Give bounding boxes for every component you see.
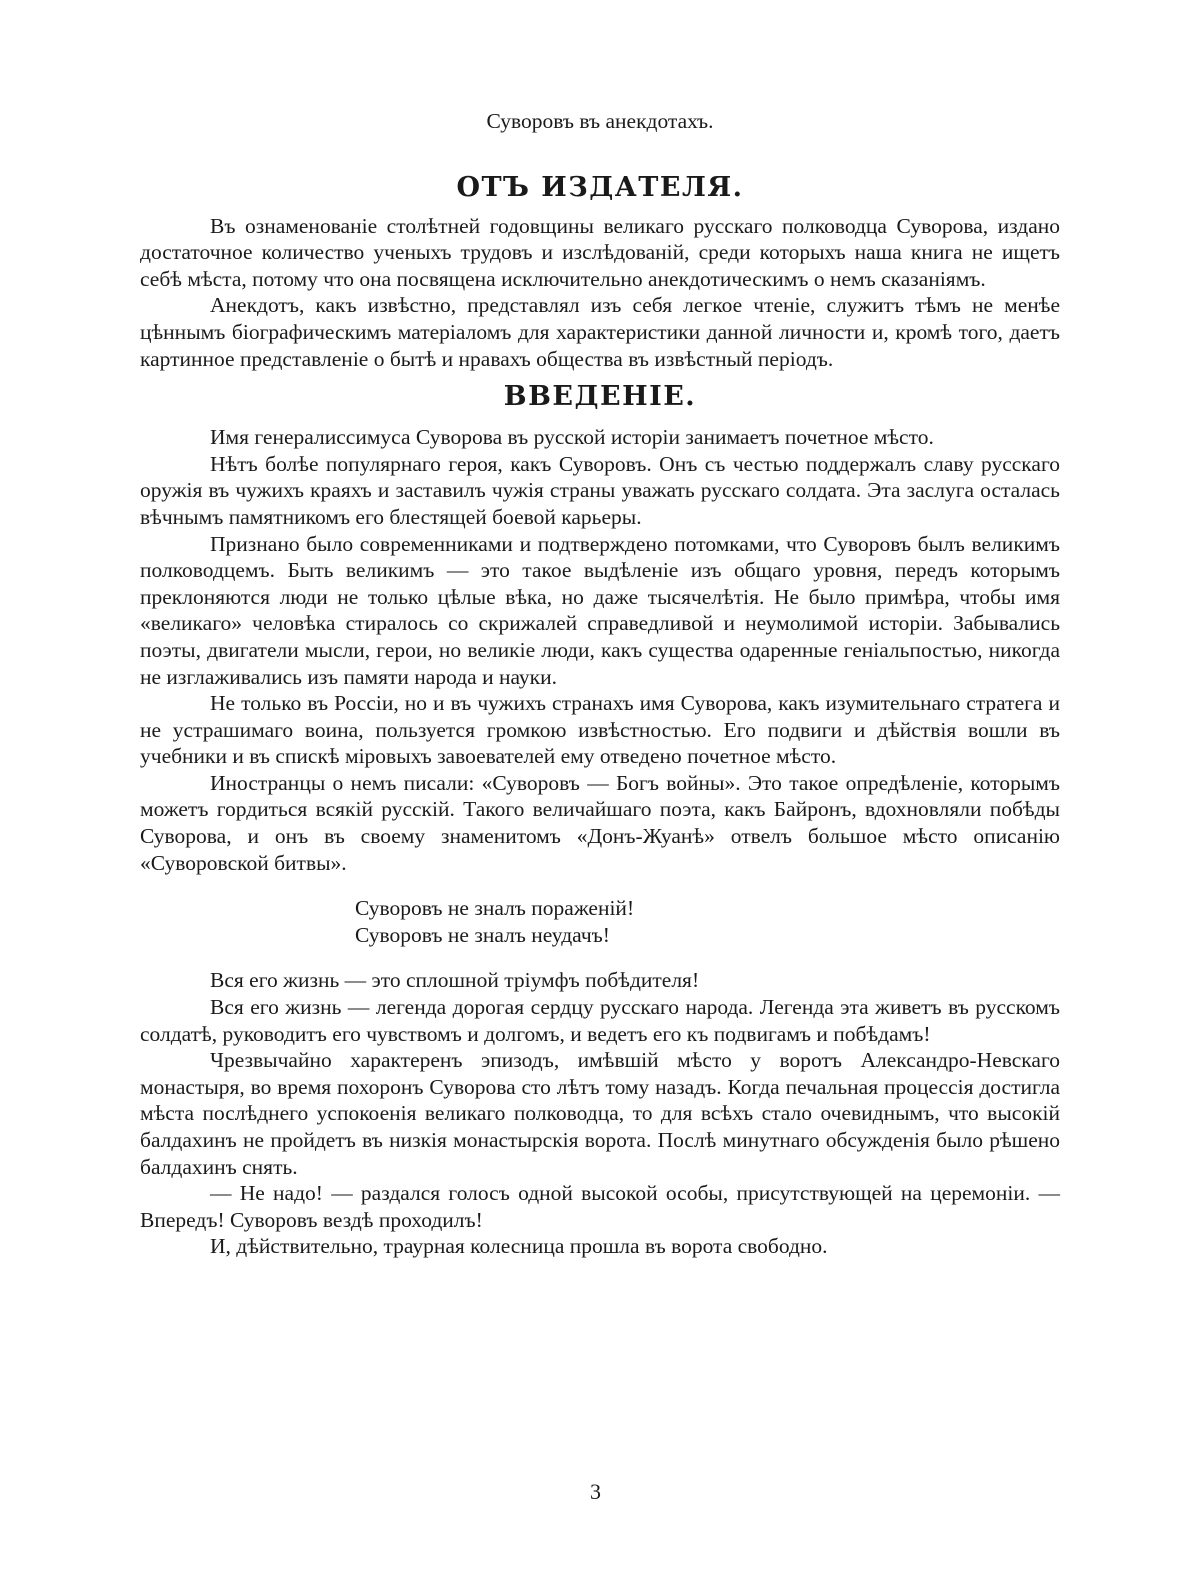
paragraph: И, дѣйствительно, траурная колесница прошла въ ворота свободно. [210,1234,828,1259]
page-body [140,108,1060,1260]
verse-block [355,895,1060,948]
paragraph: Иностранцы о немъ писали: «Суворовъ — Богъ войны». Это такое опредѣленіе, которымъ можетъ гордиться всякій русскій. Такого величайшаго поэта, какъ Байронъ, вдохновляли побѣды Суворова, и онъ въ своему знаменитомъ «Донъ-Жуанѣ» отвелъ большое мѣсто описанію «Суворовской битвы». [140,770,1060,875]
section-heading-publisher: ОТЪ ИЗДАТЕЛЯ. [456,171,744,203]
verse-line: Суворовъ не зналъ неудачъ! [355,922,610,947]
paragraph: Въ ознаменованіе столѣтней годовщины великаго русскаго полководца Суворова, издано достаточное количество ученыхъ трудовъ и изслѣдованій, среди которыхъ наша книга не ищетъ себѣ мѣста, потому что она посвящена исключительно анекдотическимъ о немъ сказаніямъ. [140,213,1060,291]
running-head: Суворовъ въ анекдотахъ. [486,109,714,133]
verse-line: Суворовъ не зналъ пораженій! [355,896,635,921]
paragraph: Чрезвычайно характеренъ эпизодъ, имѣвшій мѣсто у воротъ Александро-Невскаго монастыря, во время похоронъ Суворова сто лѣтъ тому назадъ. Когда печальная процессія достигла мѣста послѣднего успокоенія великаго полководца, то для всѣхъ стало очевиднымъ, что высокій балдахинъ не пройдетъ въ низкія монастырскія ворота. Послѣ минутнаго обсужденія было рѣшено балдахинъ снять. [140,1048,1060,1179]
paragraph: — Не надо! — раздался голосъ одной высокой особы, присутствующей на церемоніи. — Впередъ! Суворовъ вездѣ проходилъ! [140,1181,1060,1232]
paragraph: Имя генералиссимуса Суворова въ русской исторіи занимаетъ почетное мѣсто. [210,425,934,450]
paragraph: Нѣтъ болѣе популярнаго героя, какъ Суворовъ. Онъ съ честью поддержалъ славу русскаго оружія въ чужихъ краяхъ и заставилъ чужія страны уважать русскаго солдата. Эта заслуга осталась вѣчнымъ памятникомъ его блестящей боевой карьеры. [140,451,1060,529]
paragraph: Анекдотъ, какъ извѣстно, представлял изъ себя легкое чтеніе, служитъ тѣмъ не менѣе цѣннымъ біографическимъ матеріаломъ для характеристики данной личности и, кромѣ того, даетъ картинное представленіе о бытѣ и нравахъ общества въ извѣстный періодъ. [140,293,1060,371]
paragraph: Вся его жизнь — это сплошной тріумфъ побѣдителя! [210,968,700,993]
paragraph: Признано было современниками и подтверждено потомками, что Суворовъ былъ великимъ полководцемъ. Быть великимъ — это такое выдѣленіе изъ общаго уровня, передъ которымъ преклоняются люди не только цѣлые вѣка, но даже тысячелѣтія. Не было примѣра, чтобы имя «великаго» человѣка стиралось со скрижалей справедливой и неумолимой исторіи. Забывались поэты, двигатели мысли, герои, но великіе люди, какъ существа одаренные геніальпостью, никогда не изглаживались изъ памяти народа и науки. [140,531,1060,689]
section-heading-introduction: ВВЕДЕНІЕ. [503,381,697,413]
paragraph: Не только въ Россіи, но и въ чужихъ странахъ имя Суворова, какъ изумительнаго стратега и не устрашимаго воина, пользуется громкою извѣстностью. Его подвиги и дѣйствія вошли въ учебники и въ спискѣ міровыхъ завоевателей ему отведено почетное мѣсто. [140,691,1060,769]
page-number: 3 [590,1479,601,1504]
paragraph: Вся его жизнь — легенда дорогая сердцу русскаго народа. Легенда эта живетъ въ русскомъ солдатѣ, руководитъ его чувствомъ и долгомъ, и ведетъ его къ подвигамъ и побѣдамъ! [140,995,1060,1046]
